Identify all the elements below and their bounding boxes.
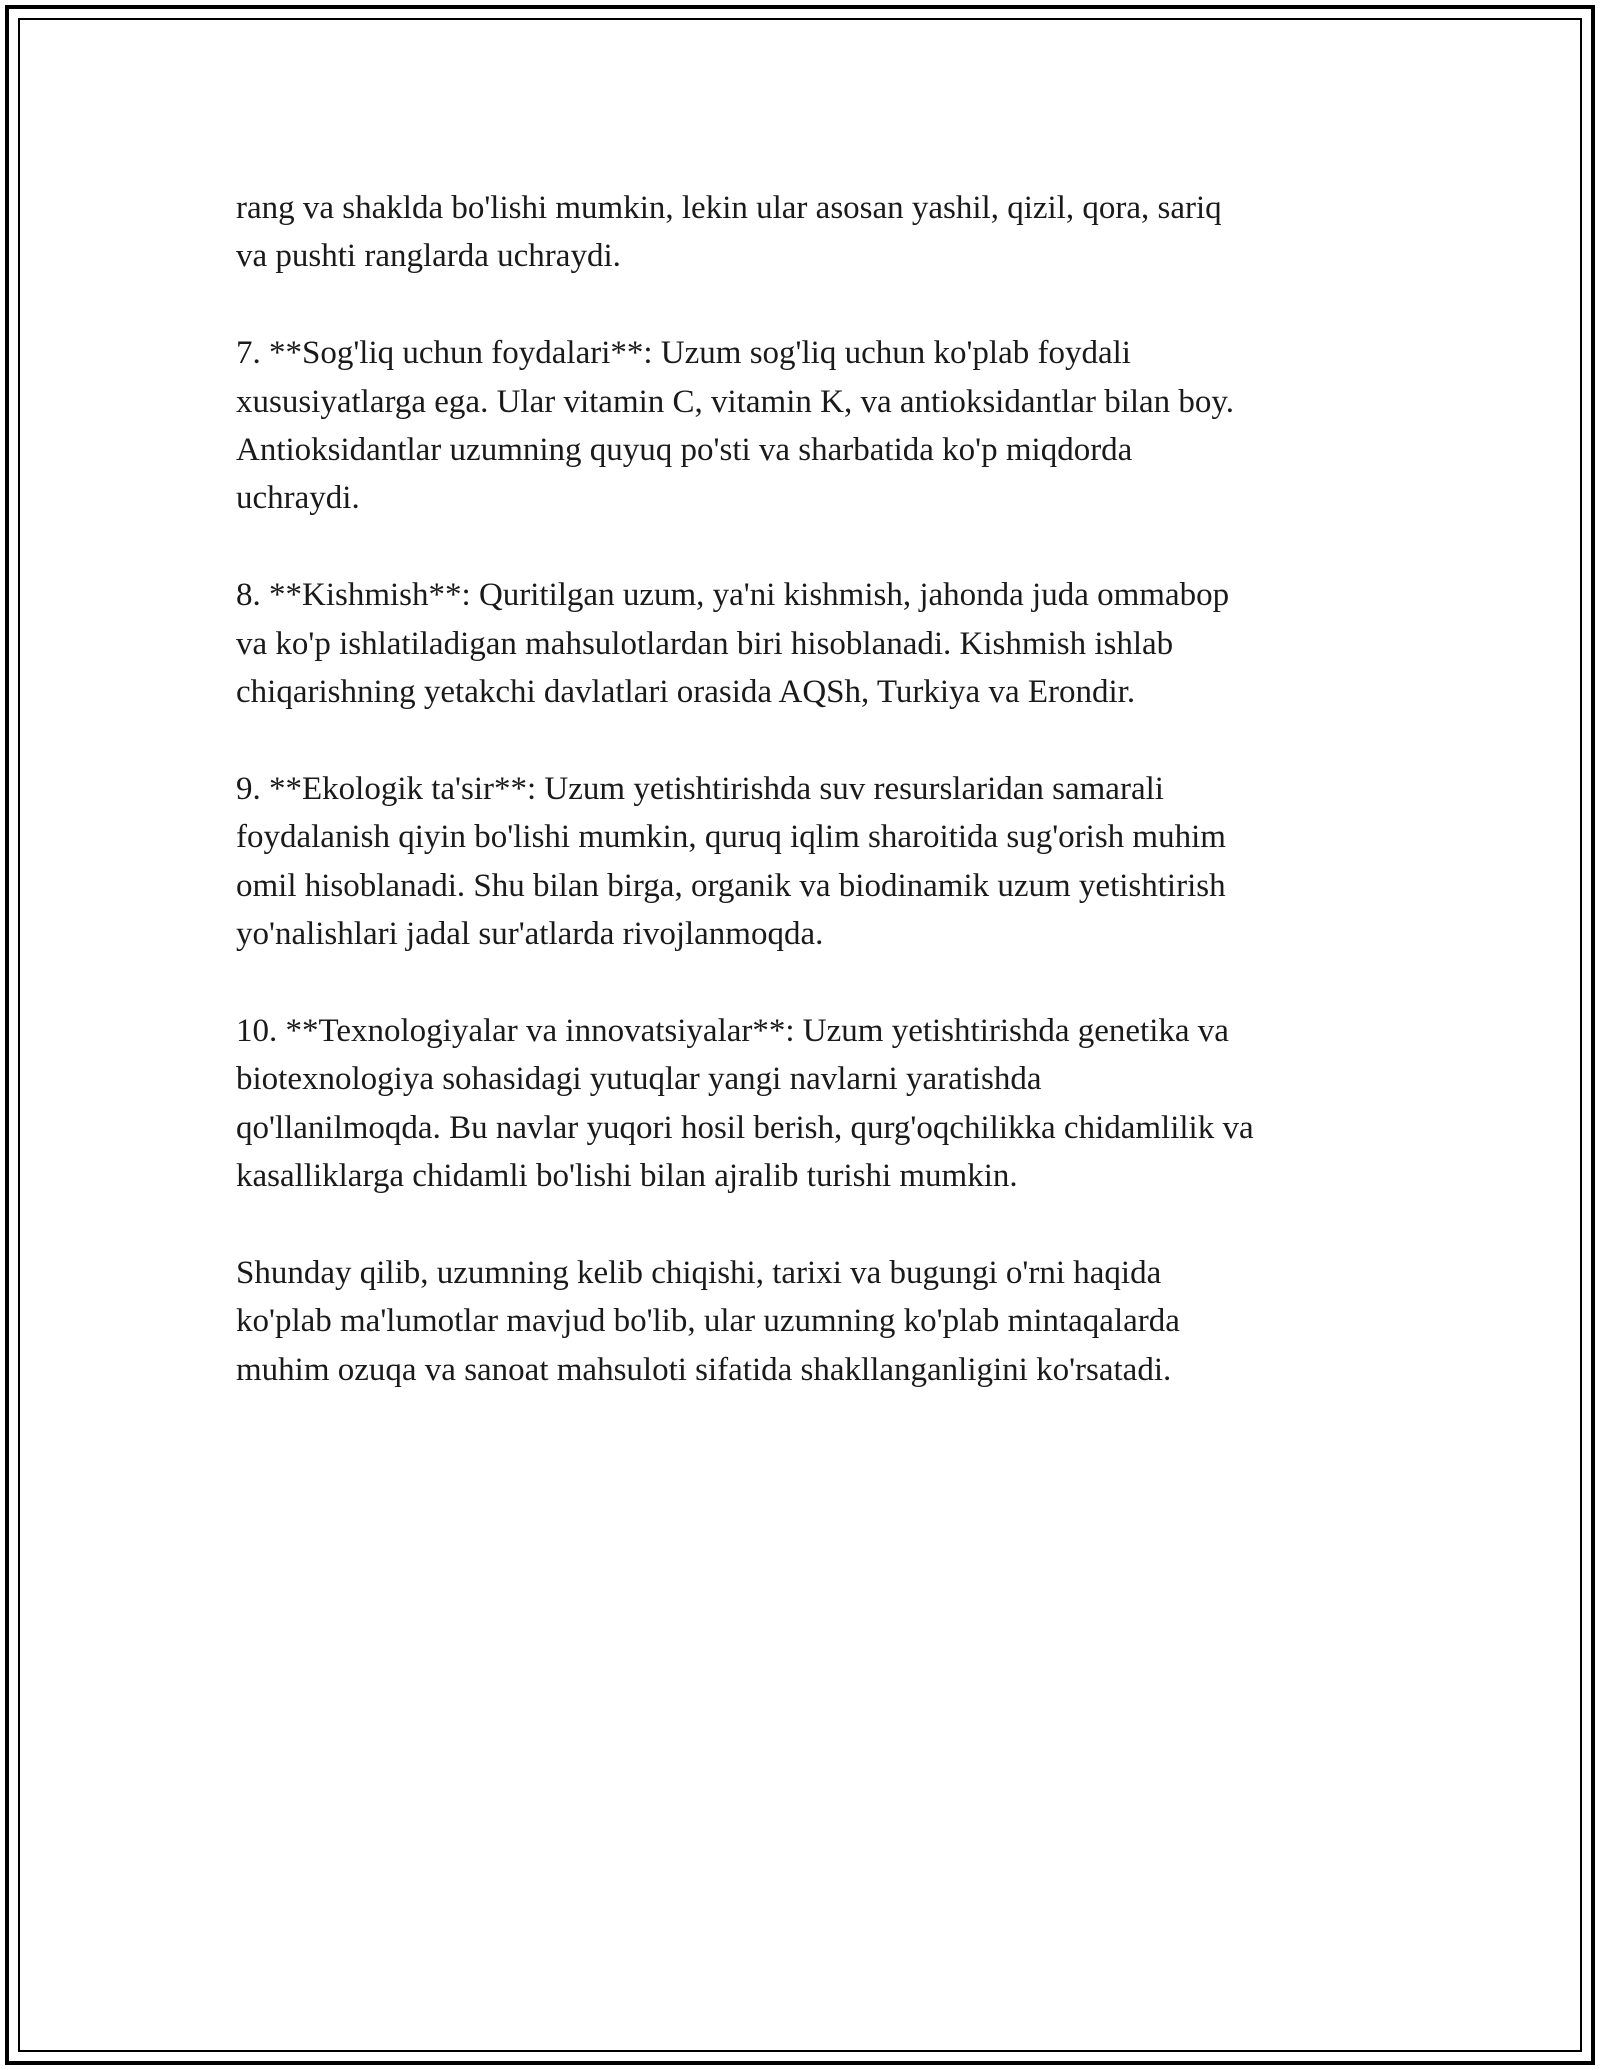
text-line: Shunday qilib, uzumning kelib chiqishi, tarixi va bugungi o'rni haqida <box>236 1254 1162 1291</box>
paragraph-intro-continuation <box>236 184 1406 281</box>
paragraph-item-9 <box>236 765 1406 959</box>
text-line: va ko'p ishlatiladigan mahsulotlardan biri hisoblanadi. Kishmish ishlab <box>236 625 1174 662</box>
text-line: 9. **Ekologik ta'sir**: Uzum yetishtirishda suv resurslaridan samarali <box>236 770 1164 807</box>
text-line: rang va shakldа bo'lishi mumkin, lekin ular asosan yashil, qizil, qora, sariq <box>236 190 1222 226</box>
text-line: Antioksidantlar uzumning quyuq po'sti va sharbatida ko'p miqdorda <box>236 432 1133 469</box>
text-line: chiqarishning yetakchi davlatlari orasida AQSh, Turkiya va Erondir. <box>236 674 1136 711</box>
text-line: kasalliklarga chidamli bo'lishi bilan ajralib turishi mumkin. <box>236 1158 1018 1195</box>
text-line: omil hisoblanadi. Shu bilan birga, organik va biodinamik uzum yetishtirish <box>236 867 1226 904</box>
paragraph-conclusion <box>236 1249 1406 1394</box>
paragraph-item-7 <box>236 329 1406 523</box>
text-line: muhim ozuqa va sanoat mahsuloti sifatida shakllanganligini ko'rsatadi. <box>236 1351 1172 1388</box>
text-line: qo'llanilmoqda. Bu navlar yuqori hosil berish, qurg'oqchilikka chidamlilik va <box>236 1109 1254 1146</box>
text-line: yo'nalishlari jadal sur'atlarda rivojlanmoqda. <box>236 916 824 953</box>
text-line: ko'plab ma'lumotlar mavjud bo'lib, ular uzumning ko'plab mintaqalarda <box>236 1303 1180 1340</box>
text-line: uchraydi. <box>236 480 360 517</box>
text-line: 10. **Texnologiyalar va innovatsiyalar**: Uzum yetishtirishda genetika va <box>236 1012 1229 1049</box>
document-body <box>236 184 1406 1442</box>
text-line: biotexnologiya sohasidagi yutuqlar yangi navlarni yaratishda <box>236 1061 1042 1098</box>
text-line: foydalanish qiyin bo'lishi mumkin, quruq iqlim sharoitida sug'orish muhim <box>236 819 1226 856</box>
text-line: va pushti ranglarda uchraydi. <box>236 238 621 275</box>
paragraph-item-8 <box>236 571 1406 716</box>
text-line: xususiyatlarga ega. Ular vitamin C, vitamin K, va antioksidantlar bilan boy. <box>236 383 1235 420</box>
text-line: 8. **Kishmish**: Quritilgan uzum, ya'ni kishmish, jahonda juda ommabop <box>236 577 1230 614</box>
paragraph-item-10 <box>236 1007 1406 1201</box>
text-line: 7. **Sog'liq uchun foydalari**: Uzum sog'liq uchun ko'plab foydali <box>236 335 1131 372</box>
